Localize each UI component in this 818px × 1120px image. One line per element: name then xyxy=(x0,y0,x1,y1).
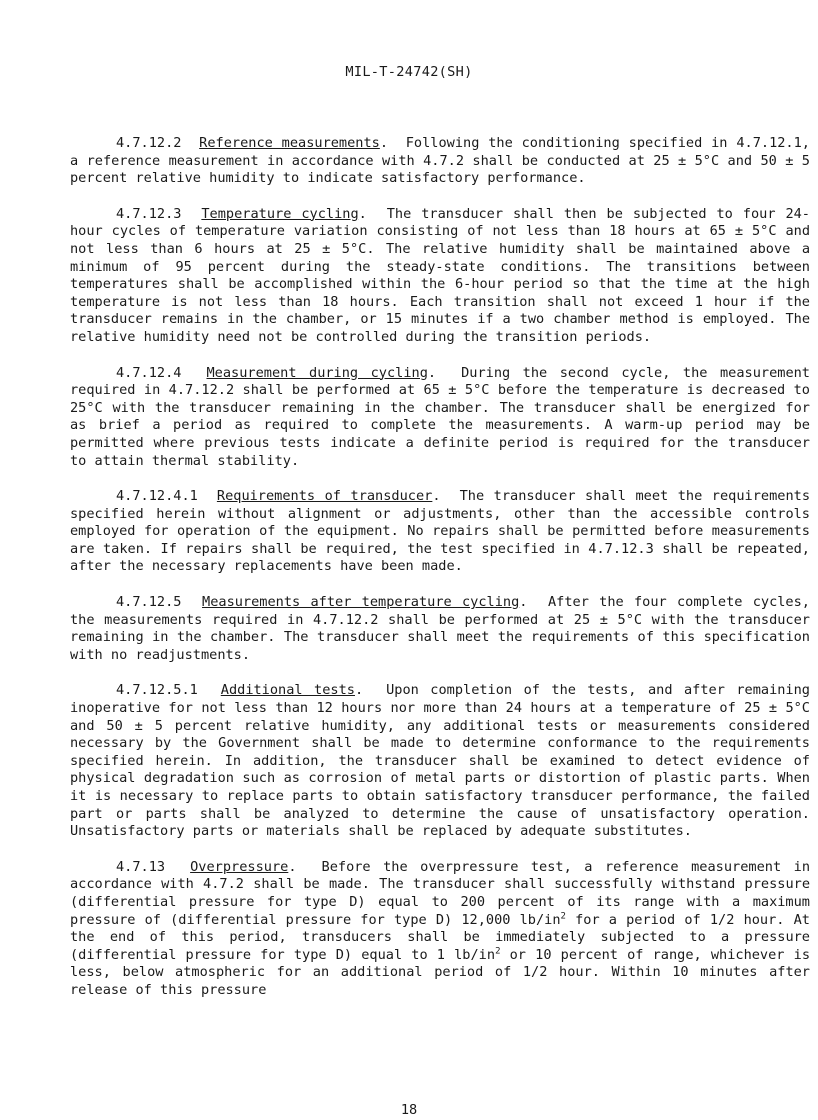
section-text: Upon completion of the tests, and after remaining inoperative for not less than 12 hours nor more than 24 hours at a temperature of 25 ± 5°C and 50 ± 5 percent relative humidity, any additional tests or measurements considered necessary by the Government shall be made to determine conformance to the requirements specified herein. In addition, the transducer shall be examined to detect evidence of physical degradation such as corrosion of metal parts or distortion of plastic parts. When it is necessary to replace parts to obtain satisfactory transducer performance, the failed part or parts shall be analyzed to determine the cause of unsatisfactory operation. Unsatisfactory parts or materials shall be replaced by adequate substitutes. xyxy=(70,682,810,840)
section-text: The transducer shall then be subjected to four 24-hour cycles of temperature variation consisting of not less than 18 hours at 65 ± 5°C and not less than 6 hours at 25 ± 5°C. The relative humidity shall be maintained above a minimum of 95 percent during the steady-state conditions. The transitions between temperatures shall be accomplished within the 6-hour period so that the time at the high temperature is not less than 18 hours. Each transition shall not exceed 1 hour if the transducer remains in the chamber, or 15 minutes if a two chamber method is employed. The relative humidity need not be controlled during the transition periods. xyxy=(70,205,810,345)
section-title: Temperature cycling xyxy=(201,205,359,222)
paragraph-4-7-12-5: 4.7.12.5 Measurements after temperature cycling. After the four complete cycles, the measurements required in 4.7.12.2 shall be performed at 25 ± 5°C with the transducer remaining in the chamber. The transducer shall meet the requirements of this specification with no readjustments. xyxy=(70,594,810,663)
paragraph-4-7-12-4-1: 4.7.12.4.1 Requirements of transducer. The transducer shall meet the requirements specified herein without alignment or adjustments, other than the accessible controls employed for operation of the equipment. No repairs shall be permitted before measurements are taken. If repairs shall be required, the test specified in 4.7.12.3 shall be repeated, after the necessary replacements have been made. xyxy=(70,488,811,575)
section-title: Additional tests xyxy=(220,682,355,699)
section-number: 4.7.12.4.1 xyxy=(116,488,198,505)
paragraph-4-7-12-4: 4.7.12.4 Measurement during cycling. During the second cycle, the measurement required in 4.7.12.2 shall be performed at 65 ± 5°C before the temperature is decreased to 25°C with the transducer remaining in the chamber. The transducer shall be energized for as brief a period as required to complete the measurements. A warm-up period may be permitted where previous tests indicate a definite period is required for the transducer to attain thermal stability. xyxy=(70,364,810,469)
section-number: 4.7.12.5.1 xyxy=(116,682,198,699)
paragraph-4-7-12-2: 4.7.12.2 Reference measurements. Following the conditioning specified in 4.7.12.1, a reference measurement in accordance with 4.7.2 shall be conducted at 25 ± 5°C and 50 ± 5 percent relative humidity to indicate satisfactory performance. xyxy=(70,135,810,187)
section-text: After the four complete cycles, the measurements required in 4.7.12.2 shall be performed at 25 ± 5°C with the transducer remaining in the chamber. The transducer shall meet the requirements of this specification with no readjustments. xyxy=(70,594,810,663)
page-number: 18 xyxy=(400,1102,418,1118)
section-title: Measurements after temperature cycling xyxy=(202,594,520,611)
section-title: Overpressure xyxy=(190,858,289,875)
section-number: 4.7.12.4 xyxy=(116,364,182,381)
section-text: or 10 percent of range, whichever is less, below atmospheric for an additional period of 1/2 hour. Within 10 minutes after release of this pressure xyxy=(70,946,810,998)
section-text: for a period of 1/2 hour. At the end of this period, transducers shall be immediately subjected to a pressure (differential pressure for type D) equal to 1 lb/in xyxy=(70,911,810,963)
section-number: 4.7.12.2 xyxy=(116,135,182,151)
paragraph-4-7-12-5-1: 4.7.12.5.1 Additional tests. Upon completion of the tests, and after remaining inoperative for not less than 12 hours nor more than 24 hours at a temperature of 25 ± 5°C and 50 ± 5 percent relative humidity, any additional tests or measurements considered necessary by the Government shall be made to determine conformance to the requirements specified herein. In addition, the transducer shall be examined to detect evidence of physical degradation such as corrosion of metal parts or distortion of plastic parts. When it is necessary to replace parts to obtain satisfactory transducer performance, the failed part or parts shall be analyzed to determine the cause of unsatisfactory operation. Unsatisfactory parts or materials shall be replaced by adequate substitutes. xyxy=(70,682,810,840)
superscript-exponent: 2 xyxy=(560,911,566,922)
section-number: 4.7.12.5 xyxy=(116,594,182,611)
section-text: Before the overpressure test, a reference measurement in accordance with 4.7.2 shall be made. The transducer shall successfully withstand pressure (differential pressure for type D) equal to 200 percent of its range with a maximum pressure of (differential pressure for type D) 12,000 lb/in xyxy=(70,858,811,928)
section-number: 4.7.13 xyxy=(116,858,166,875)
paragraph-4-7-12-3: 4.7.12.3 Temperature cycling. The transducer shall then be subjected to four 24-hour cycles of temperature variation consisting of not less than 18 hours at 65 ± 5°C and not less than 6 hours at 25 ± 5°C. The relative humidity shall be maintained above a minimum of 95 percent during the steady-state conditions. The transitions between temperatures shall be accomplished within the 6-hour period so that the time at the high temperature is not less than 18 hours. Each transition shall not exceed 1 hour if the transducer remains in the chamber, or 15 minutes if a two chamber method is employed. The relative humidity need not be controlled during the transition periods. xyxy=(70,205,810,345)
paragraph-4-7-13: 4.7.13 Overpressure. Before the overpressure test, a reference measurement in accordance with 4.7.2 shall be made. The transducer shall successfully withstand pressure (differential pressure for type D) equal to 200 percent of its range with a maximum pressure of (differential pressure for type D) 12,000 $lb/in^2$ for a period of 1/2 hour. At the end of this period, transducers shall be immediately subjected to a pressure (differential pressure for type D) equal to 1 $lb/in^2$ or 10 percent of range, whichever is less, below atmospheric for an additional period of 1/2 hour. Within 10 minutes after release of this pressure xyxy=(70,858,811,998)
superscript-exponent: 2 xyxy=(495,946,501,957)
section-title: Measurement during cycling xyxy=(206,364,428,381)
section-text: The transducer shall meet the requirements specified herein without alignment or adjustments, other than the accessible controls employed for operation of the equipment. No repairs shall be permitted before measurements are taken. If repairs shall be required, the test specified in 4.7.12.3 shall be repeated, after the necessary replacements have been made. xyxy=(70,488,811,575)
section-title: Reference measurements xyxy=(199,135,380,151)
section-number: 4.7.12.3 xyxy=(116,205,182,222)
document-id-header: MIL-T-24742(SH) xyxy=(345,64,473,80)
section-title: Requirements of transducer xyxy=(216,488,433,505)
section-text: During the second cycle, the measurement required in 4.7.12.2 shall be performed at 65 ± 5°C before the temperature is decreased to 25°C with the transducer remaining in the chamber. The transducer shall be energized for as brief a period as required to complete the measurements. A warm-up period may be permitted where previous tests indicate a definite period is required for the transducer to attain thermal stability. xyxy=(70,364,810,469)
document-body xyxy=(70,135,810,1018)
section-text: Following the conditioning specified in 4.7.12.1, a reference measurement in accordance with 4.7.2 shall be conducted at 25 ± 5°C and 50 ± 5 percent relative humidity to indicate satisfactory performance. xyxy=(70,135,810,187)
